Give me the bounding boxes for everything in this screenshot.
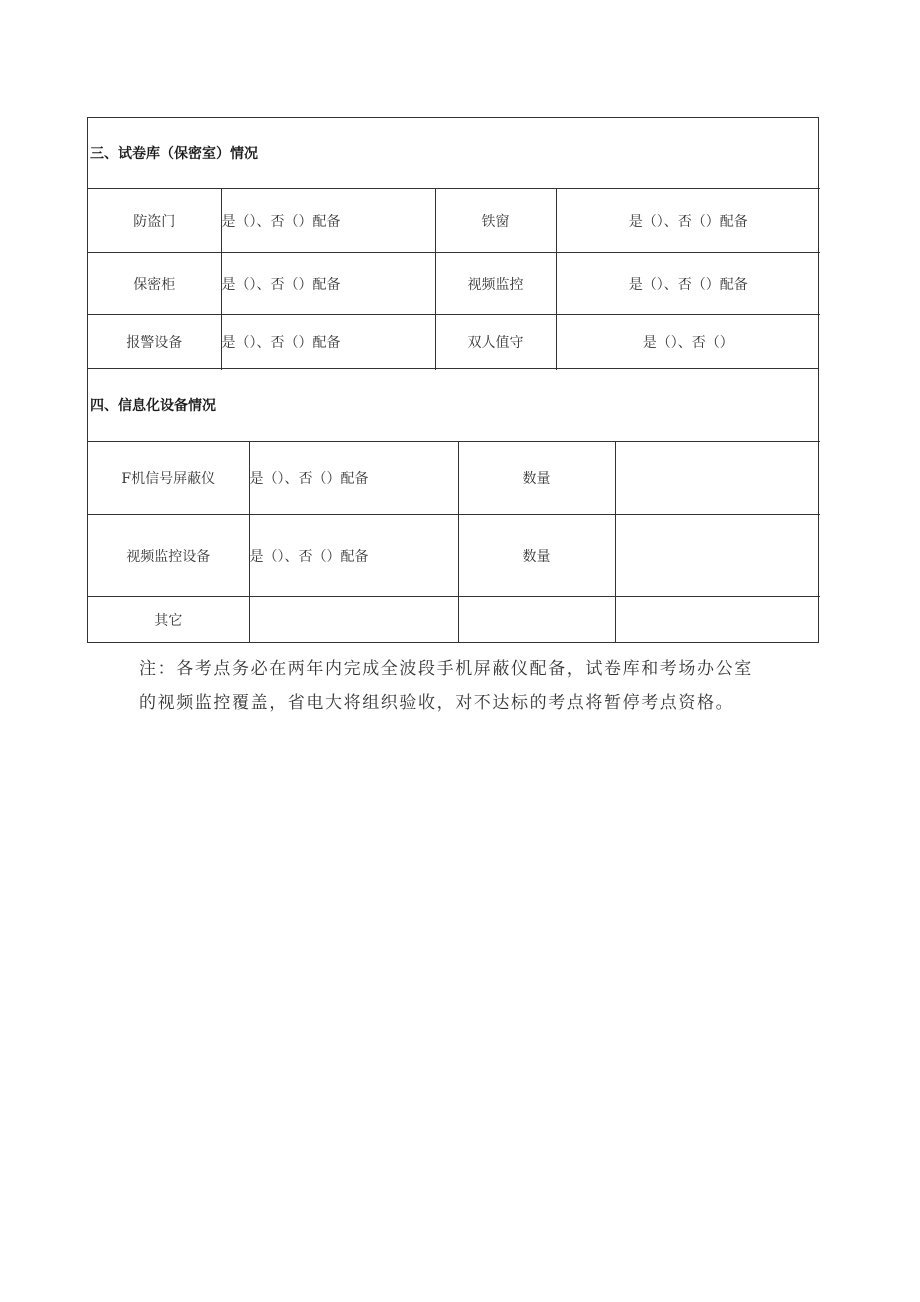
section-3-grid [88,188,820,370]
quantity-value [615,515,820,597]
row-label: 保密柜 [88,253,221,315]
row-label: 视频监控 [435,253,556,315]
quantity-label: 数量 [458,515,615,597]
footnote-line-2: 的视频监控覆盖，省电大将组织验收，对不达标的考点将暂停考点资格。 [139,693,735,713]
row-value: 是（）、否（）配备 [221,253,435,315]
quantity-label [458,597,615,643]
row-value: 是（）、否（）配备 [249,515,458,597]
section-3-table [87,117,819,369]
row-label: F机信号屏蔽仪 [88,442,249,515]
section-4-table [87,368,819,643]
quantity-label: 数量 [458,442,615,515]
table-row [88,253,820,315]
footnote-line-1: 注：各考点务必在两年内完成全波段手机屏蔽仪配备，试卷库和考场办公室 [139,659,753,679]
section-4-heading: 四、信息化设备情况 [88,369,818,442]
row-value: 是（）、否（）配备 [556,189,820,253]
row-value: 是（）、否（）配备 [221,315,435,370]
row-label: 视频监控设备 [88,515,249,597]
quantity-value [615,442,820,515]
row-value: 是（）、否（）配备 [556,253,820,315]
table-row [88,442,820,515]
row-value: 是（）、否（） [556,315,820,370]
table-row [88,515,820,597]
row-label: 铁窗 [435,189,556,253]
section-4-grid [88,441,820,643]
table-row [88,189,820,253]
row-label: 其它 [88,597,249,643]
table-row [88,597,820,643]
footnote [139,652,819,720]
section-3-heading: 三、试卷库（保密室）情况 [88,118,818,189]
row-value: 是（）、否（）配备 [221,189,435,253]
row-label: 双人值守 [435,315,556,370]
table-row [88,315,820,370]
row-label: 报警设备 [88,315,221,370]
row-value: 是（）、否（）配备 [249,442,458,515]
row-value [249,597,458,643]
quantity-value [615,597,820,643]
row-label: 防盗门 [88,189,221,253]
